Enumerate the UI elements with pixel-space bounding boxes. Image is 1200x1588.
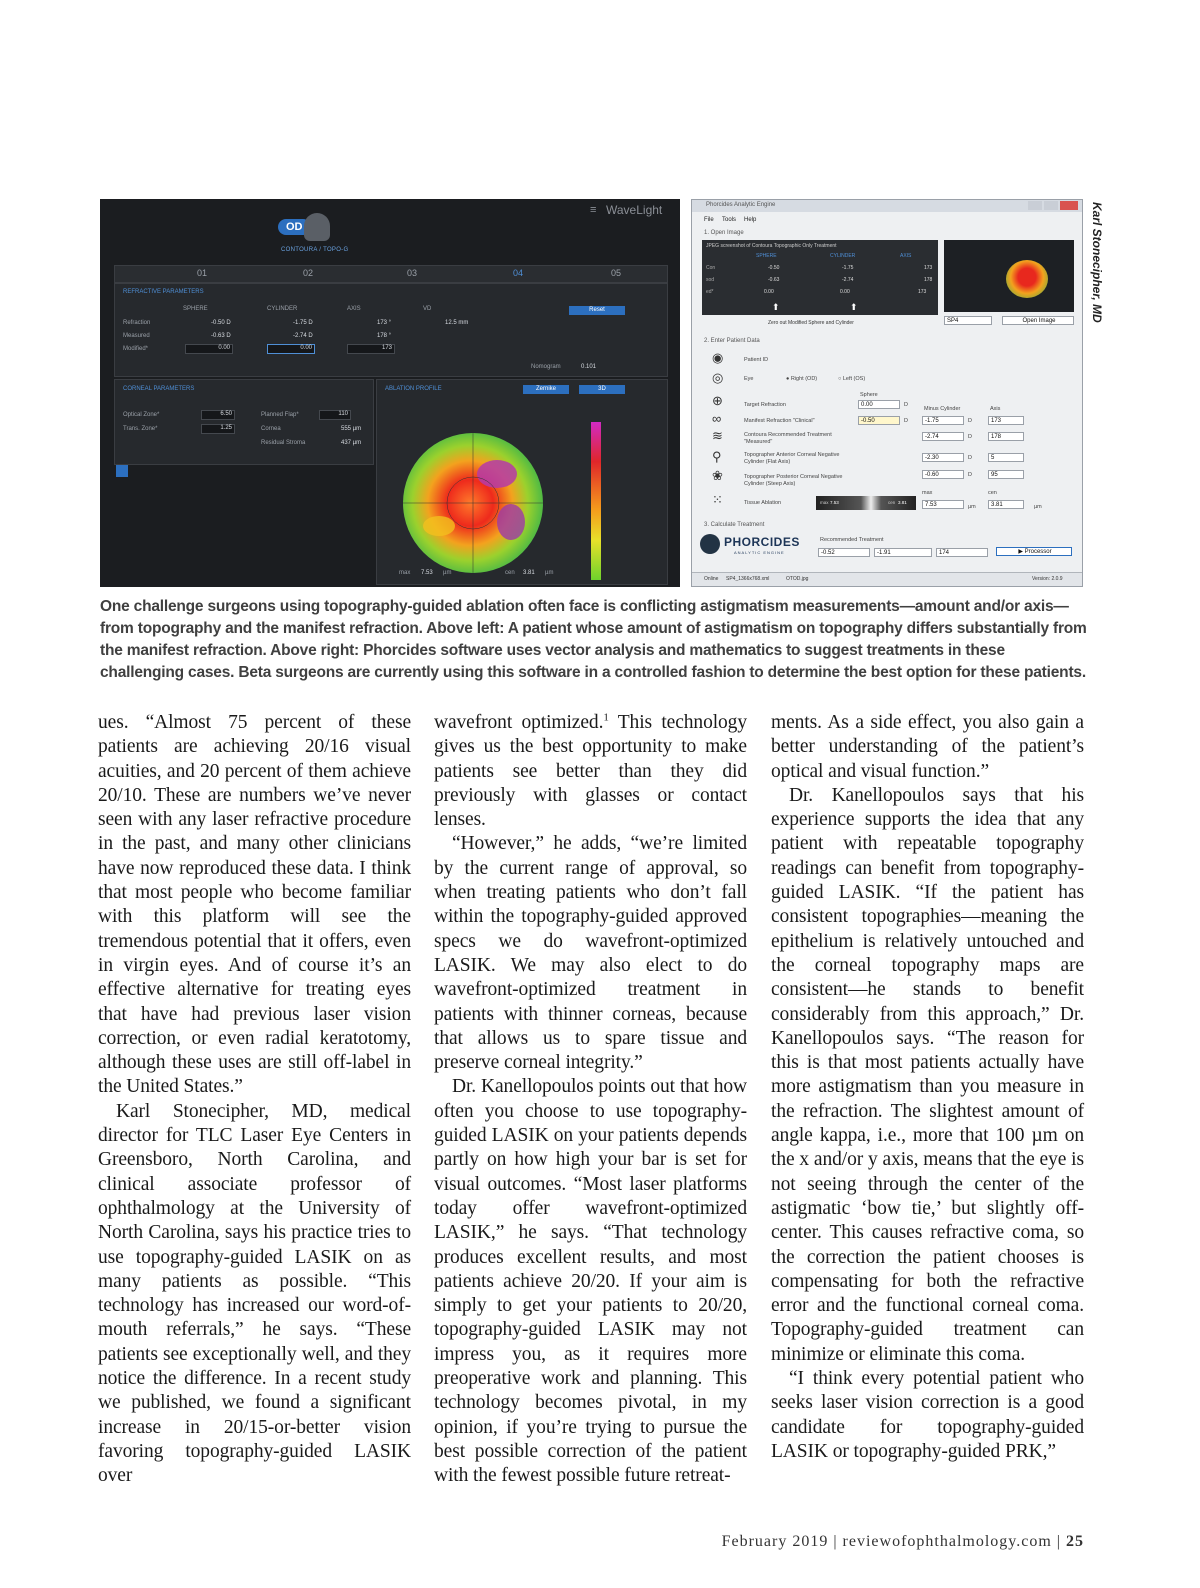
status-version: Version: 2.0.9: [1032, 576, 1063, 582]
nomogram-value: 0.101: [581, 364, 597, 370]
max-label: max: [399, 570, 411, 576]
column-1: [98, 711, 411, 1489]
refraction-sphere: -0.50 D: [211, 320, 231, 326]
measured-axis: 178 °: [377, 333, 392, 339]
tissue-cen-input[interactable]: 3.81: [988, 500, 1024, 509]
section-open-image: 1. Open Image: [704, 230, 744, 236]
trans-zone-label: Trans. Zone*: [123, 426, 158, 432]
step-1[interactable]: 01: [197, 268, 208, 278]
cornea-label: Cornea: [261, 426, 281, 432]
target-icon: ⊕: [712, 393, 723, 408]
eye-icon: ◎: [712, 370, 724, 385]
issue-date: February 2019: [721, 1533, 829, 1550]
zero-out-note: Zero out Modified Sphere and Cylinder: [768, 320, 854, 326]
antenna-icon: ⚲: [712, 449, 722, 464]
unit-um: µm: [1034, 504, 1042, 510]
cen-value: 3.81: [523, 570, 535, 576]
cen-label: cen: [505, 570, 515, 576]
page-number: 25: [1066, 1533, 1084, 1550]
row-axis: 173: [924, 265, 933, 271]
info-icon[interactable]: [116, 465, 128, 477]
minimize-icon[interactable]: [1028, 201, 1042, 210]
logo-subtext: ANALYTIC ENGINE: [734, 550, 785, 555]
trans-zone-input[interactable]: 1.25: [201, 424, 235, 434]
unit: µm: [545, 570, 554, 576]
tissue-label: Tissue Ablation: [744, 500, 782, 506]
row-cylinder: 0.00: [840, 289, 850, 295]
refractive-panel: [114, 283, 668, 377]
status-online: Online: [704, 576, 719, 582]
manifest-cyl-input[interactable]: -1.75: [922, 416, 964, 425]
row-cylinder: -2.74: [842, 277, 854, 283]
row-axis: 178: [924, 277, 933, 283]
row-sphere: -0.63: [768, 277, 780, 283]
target-sphere-input[interactable]: 0.00: [858, 400, 900, 409]
tissue-cen-label: cen: [888, 500, 896, 505]
ablation-heading: ABLATION PROFILE: [385, 386, 442, 392]
paragraph: Dr. Kanellopoulos points out that how often you choose to use topography-guided LASIK on your patients depends partly on how high your bar is set for visual outcomes. “Most laser platforms today offer wavefront-optimized LASIK,” he says. “That technology produces excellent results, and most patients achieve 20/20. If your aim is simply to get your patients to 20/20, topography-guided LASIK may not impress you, as it requires more preoperative work and planning. This technology becomes pivotal, in my opinion, if you’re trying to pursue the best possible correction of the patient with the fewest possible future retreat-: [434, 1076, 747, 1487]
row-label: Modified*: [123, 346, 149, 352]
paragraph: Dr. Kanellopoulos says that his experience supports the idea that any patient with repeatable topography readings can benefit from topography-guided LASIK. “If the patient has consistent topographies—meaning the epithelium is relatively untouched and the corneal topography maps are consistent—he stands to benefit considerably from this approach,” Dr. Kanellopoulos says. “The reason for this is that most patients actually have more astigmatism than you measure in the refraction. The slightest amount of angle kappa, i.e., more that 100 µm on the x and/or y axis, means that the eye is not seeing through the center of the astigmatic ‘bow tie,’ but slightly off-center. This causes refractive coma, so the correction the patient chooses is compensating for both the refractive error and the functional corneal coma. Topography-guided treatment can minimize or eliminate this coma.: [771, 784, 1084, 1365]
minus-cyl-header: Minus Cylinder: [924, 406, 961, 412]
paragraph: “I think every potential patient who seeks laser vision correction is a good candidate for topography-guided LASIK or topography-guided PRK,”: [771, 1368, 1084, 1462]
note-strip: [702, 315, 938, 332]
corneal-panel: [114, 379, 374, 465]
color-scale: [591, 422, 601, 580]
cen-header: cen: [988, 490, 997, 496]
phorcides-logo-icon: [700, 534, 720, 554]
step-5[interactable]: 05: [611, 268, 622, 278]
col-cylinder: CYLINDER: [267, 306, 298, 312]
col-sphere: SPHERE: [756, 253, 777, 259]
status-bar: [692, 572, 1082, 587]
close-icon[interactable]: [1060, 201, 1078, 210]
topography-map: [1006, 260, 1048, 298]
corneal-heading: CORNEAL PARAMETERS: [123, 386, 195, 392]
section-calculate: 3. Calculate Treatment: [704, 522, 765, 528]
col-axis: AXIS: [900, 253, 912, 259]
modified-cylinder-input[interactable]: 0.00: [267, 344, 315, 354]
col-vd: VD: [423, 306, 432, 312]
photo-credit: Karl Stonecipher, MD: [1090, 202, 1104, 323]
open-image-button[interactable]: Open Image: [1002, 316, 1074, 325]
page-footer: [722, 1533, 1084, 1551]
row-label: sod: [706, 277, 715, 283]
optical-zone-input[interactable]: 6.50: [201, 410, 235, 420]
row-sphere: 0.00: [764, 289, 774, 295]
left-os-label: Left (OS): [842, 376, 866, 382]
ablation-map: [399, 430, 547, 576]
contoura-axis-input[interactable]: 178: [988, 432, 1024, 441]
patient-id-label: Patient ID: [744, 357, 769, 363]
paragraph: “However,” he adds, “we’re limited by the current range of approval, so when treating patients who don’t fall within the topography-guided approved specs we do wavefront-optimized LASIK. We may also elect to do wavefront-optimized treatment in patients with thinner corneas, because that allows us to spare tissue and preserve corneal integrity.”: [434, 833, 747, 1074]
refraction-axis: 173 °: [377, 320, 392, 326]
column-2: [434, 711, 747, 1489]
unit-um: µm: [968, 504, 976, 510]
text-run: This technology gives us the best opportunity to make patients see better than they did previously with glasses or contact lenses.: [434, 712, 747, 831]
optical-zone-label: Optical Zone*: [123, 412, 160, 418]
radio-left-os[interactable]: ○ Left (OS): [838, 376, 866, 382]
preset-select[interactable]: SP4: [944, 316, 992, 325]
max-header: max: [922, 490, 933, 496]
planned-flap-input[interactable]: 110: [319, 410, 351, 420]
row-axis: 173: [918, 289, 927, 295]
col-cylinder: CYLINDER: [830, 253, 856, 259]
section-patient-data: 2. Enter Patient Data: [704, 338, 760, 344]
rec-sphere: -0.52: [818, 548, 870, 557]
rec-cyl: -1.91: [874, 548, 932, 557]
jpeg-note: JPEG screenshot of Contoura Topographic Only Treatment: [706, 243, 837, 249]
phorcides-logo: [700, 534, 814, 558]
cornea-value: 555 µm: [341, 426, 362, 432]
nomogram-label: Nomogram: [531, 364, 561, 370]
column-3: [771, 711, 1084, 1464]
radio-right-od[interactable]: ● Right (OD): [786, 376, 818, 382]
waves-icon: ≋: [712, 428, 723, 443]
residual-label: Residual Stroma: [261, 440, 306, 446]
refractive-heading: REFRACTIVE PARAMETERS: [123, 289, 204, 295]
phorcides-screenshot: [691, 199, 1083, 587]
posterior-label: Topographer Posterior Corneal Negative Cylinder (Steep Axis): [744, 474, 843, 487]
measured-cylinder: -2.74 D: [293, 333, 313, 339]
manifest-axis-input[interactable]: 173: [988, 416, 1024, 425]
anterior-label: Topographer Anterior Corneal Negative Cylinder (Flat Axis): [744, 452, 840, 465]
step-bar: [114, 265, 668, 283]
step-4[interactable]: 04: [513, 268, 524, 278]
axis-header: Axis: [990, 406, 1001, 412]
process-button[interactable]: ▶ Processor: [996, 547, 1072, 556]
maximize-icon[interactable]: [1044, 201, 1058, 210]
fingerprint-icon: ◉: [712, 350, 724, 365]
topography-thumbnail: [944, 240, 1074, 312]
tissue-cen-inline: 3.81: [898, 500, 907, 505]
lotus-icon: ❀: [712, 468, 723, 483]
anterior-cyl-input[interactable]: -2.30: [922, 453, 964, 462]
posterior-axis-input[interactable]: 95: [988, 470, 1024, 479]
paragraph: ments. As a side effect, you also gain a better understanding of the patient’s optical and visual function.”: [771, 712, 1084, 782]
window-title: Phorcides Analytic Engine: [706, 202, 776, 208]
separator: |: [833, 1533, 838, 1550]
refraction-cylinder: -1.75 D: [293, 320, 313, 326]
row-sphere: -0.50: [768, 265, 780, 271]
arrow-up-icon: ⬆: [772, 302, 780, 312]
wavelight-logo: WaveLight: [606, 203, 663, 217]
manifest-label: Manifest Refraction "Clinical": [744, 418, 815, 424]
menu-tools[interactable]: Tools: [722, 217, 737, 223]
manifest-sphere-input[interactable]: -0.50: [858, 416, 900, 425]
paragraph: Karl Stonecipher, MD, medical director for TLC Laser Eye Centers in Greensboro, North Carolina, and clinical associate professor of ophthalmology at the University of North Carolina, says his practice tries to use topography-guided LASIK on as many patients as possible. “This technology has increased our word-of-mouth referrals,” he says. “These patients see exceptionally well, and they notice the difference. In a recent study we published, we found a significant increase in 20/15-or-better vision favoring topography-guided LASIK over: [98, 1100, 411, 1487]
tissue-max-input[interactable]: 7.53: [922, 500, 964, 509]
3d-button[interactable]: 3D: [579, 385, 625, 394]
paragraph: ues. “Almost 75 percent of these patients are achieving 20/16 visual acuities, and 20 percent of them achieve 20/10. These are numbers we’ve never seen with any laser refractive procedure in the past, and many other clinicians have now reproduced these data. I think that most people who become familiar with this platform will see the tremendous potential that it offers, even in virgin eyes. And of course it’s an effective alternative for treating eyes that have had previous laser vision correction, or even radial keratotomy, although these uses are still off-label in the United States.”: [98, 712, 411, 1098]
unit-d: D: [904, 402, 908, 408]
tissue-bar: [816, 496, 916, 510]
contoura-cyl-input[interactable]: -2.74: [922, 432, 964, 441]
embedded-screenshot: [702, 240, 938, 332]
tissue-max-label: max: [820, 500, 829, 505]
measured-sphere: -0.63 D: [211, 333, 231, 339]
menu-help[interactable]: Help: [744, 217, 757, 223]
glasses-icon: ∞: [712, 411, 722, 426]
unit-d: D: [968, 418, 972, 424]
paragraph: [434, 711, 747, 832]
modified-axis-input[interactable]: 173: [347, 344, 395, 354]
row-label: ed*: [706, 289, 714, 295]
tissue-max-inline: 7.53: [830, 500, 839, 505]
wavelight-logo-icon: ≡: [590, 204, 597, 216]
window-titlebar: [692, 200, 1082, 212]
planned-flap-label: Planned Flap*: [261, 412, 299, 418]
residual-value: 437 µm: [341, 440, 362, 446]
reference-marker: 1: [603, 711, 609, 724]
menu-file[interactable]: File: [704, 217, 714, 223]
status-file: SP4_1366x768.xml: [726, 576, 770, 582]
modified-sphere-input[interactable]: 0.00: [185, 344, 233, 354]
wavelight-screenshot: [100, 199, 680, 587]
reset-button[interactable]: Reset: [569, 306, 625, 315]
right-od-label: Right (OD): [790, 376, 818, 382]
sphere-header: Sphere: [860, 392, 878, 398]
contoura-label: Contoura Recommended Treatment "Measured": [744, 432, 832, 445]
row-label: Measured: [123, 333, 150, 339]
row-label: Refraction: [123, 320, 151, 326]
arrow-up-icon: ⬆: [850, 302, 858, 312]
ablation-panel: [376, 379, 668, 585]
step-3[interactable]: 03: [407, 268, 418, 278]
posterior-cyl-input[interactable]: -0.60: [922, 470, 964, 479]
website: reviewofophthalmology.com: [842, 1533, 1052, 1550]
row-cylinder: -1.75: [842, 265, 854, 271]
target-label: Target Refraction: [744, 402, 786, 408]
unit: µm: [443, 570, 452, 576]
mode-label: CONTOURA / TOPO-G: [281, 247, 349, 253]
grid-dots-icon: ⁙: [712, 492, 723, 507]
eye-badge: OD: [278, 219, 311, 235]
unit-d: D: [904, 418, 908, 424]
vd-value: 12.5 mm: [445, 320, 469, 326]
unit-d: D: [968, 472, 972, 478]
eye-label: Eye: [744, 376, 754, 382]
unit-d: D: [968, 455, 972, 461]
recommended-label: Recommended Treatment: [820, 537, 884, 543]
col-axis: AXIS: [347, 306, 361, 312]
rec-axis: 174: [936, 548, 988, 557]
process-label: Processor: [1024, 549, 1052, 555]
zernike-button[interactable]: Zernike: [523, 385, 569, 394]
separator: |: [1056, 1533, 1061, 1550]
text-run: wavefront optimized.: [434, 712, 604, 733]
logo-text: PHORCIDES: [724, 535, 800, 549]
step-2[interactable]: 02: [303, 268, 314, 278]
unit-d: D: [968, 434, 972, 440]
row-label: Con: [706, 265, 716, 271]
figure-caption: One challenge surgeons using topography-guided ablation often face is conflicting astigmatism measurements—amount and/or axis—from topography and the manifest refraction. Above left: A patient whose amount of astigmatism on topography differs substantially from the manifest refraction. Above right: Phorcides software uses vector analysis and mathematics to suggest treatments in these challenging cases. Beta surgeons are currently using this software in a controlled fashion to determine the best option for these patients.: [100, 598, 1087, 681]
anterior-axis-input[interactable]: 5: [988, 453, 1024, 462]
status-image: OTOD.jpg: [786, 576, 809, 582]
col-sphere: SPHERE: [183, 306, 208, 312]
head-icon: [304, 213, 330, 241]
max-value: 7.53: [421, 570, 433, 576]
